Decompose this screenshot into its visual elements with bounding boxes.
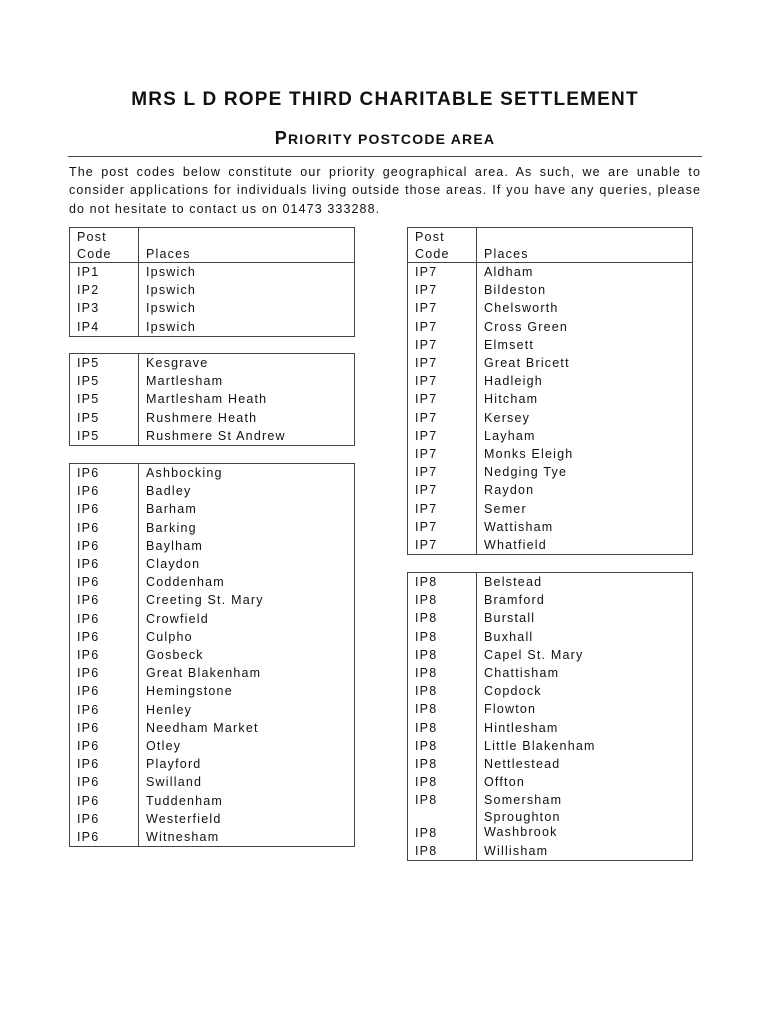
- place-line: Sproughton: [484, 809, 561, 824]
- postcode-cell: IP8: [408, 791, 477, 809]
- table-row: [70, 372, 355, 390]
- postcode-cell: IP4: [70, 318, 139, 337]
- table-row: [70, 500, 355, 518]
- postcode-cell: IP2: [70, 281, 139, 299]
- place-cell: Hadleigh: [484, 374, 543, 389]
- postcode-cell: IP6: [70, 737, 139, 755]
- header-places-label: Places: [484, 246, 529, 261]
- table-row: [408, 773, 693, 791]
- postcode-cell: IP6: [70, 682, 139, 700]
- header-post-label: Post: [77, 230, 107, 244]
- table-row: [70, 701, 355, 719]
- place-cell: Raydon: [484, 483, 535, 498]
- postcode-cell: IP8: [408, 609, 477, 627]
- postcode-cell: IP6: [70, 628, 139, 646]
- postcode-cell: IP7: [408, 409, 477, 427]
- place-cell: Copdock: [484, 684, 542, 699]
- postcode-cell: IP6: [70, 828, 139, 847]
- postcode-cell: IP5: [70, 390, 139, 408]
- place-cell: Little Blakenham: [484, 738, 596, 753]
- place-cell: Coddenham: [146, 575, 225, 590]
- place-cell: Barking: [146, 520, 197, 535]
- table-row: [70, 464, 355, 483]
- place-line: Washbrook: [484, 825, 558, 840]
- place-cell: Gosbeck: [146, 648, 204, 663]
- intro-paragraph: The post codes below constitute our priority geographical area. As such, we are unable to consider applications for individuals living outside those areas. If you have any queries, please do not hesitate to contact us on 01473 333288.: [69, 165, 701, 216]
- place-cell: Creeting St. Mary: [146, 593, 264, 608]
- place-cell: Kesgrave: [146, 356, 209, 370]
- place-cell: Rushmere Heath: [146, 410, 258, 425]
- table-row: [70, 263, 355, 282]
- table-row: [408, 445, 693, 463]
- postcode-cell: IP6: [70, 610, 139, 628]
- table-row: [70, 537, 355, 555]
- document-title: MRS L D ROPE THIRD CHARITABLE SETTLEMENT: [131, 89, 639, 110]
- place-cell: Ipswich: [146, 319, 197, 334]
- place-cell: Needham Market: [146, 720, 259, 735]
- table-row: [408, 281, 693, 299]
- table-row: [408, 318, 693, 336]
- place-cell: Burstall: [484, 611, 536, 626]
- postcode-cell: IP6: [70, 482, 139, 500]
- document-subtitle: [0, 128, 770, 149]
- postcode-cell: IP8: [408, 810, 477, 842]
- table-row: [408, 737, 693, 755]
- table-row: [408, 518, 693, 536]
- postcode-cell: IP7: [408, 445, 477, 463]
- place-cell: Ipswich: [146, 265, 197, 279]
- table-row: [408, 755, 693, 773]
- table-row: [70, 573, 355, 591]
- place-cell: Aldham: [484, 265, 534, 279]
- header-code-label: Code: [415, 246, 450, 261]
- table-row: [408, 500, 693, 518]
- table-row: [70, 318, 355, 337]
- postcode-cell: IP1: [70, 263, 139, 282]
- place-cell: Ipswich: [146, 301, 197, 316]
- postcode-cell: IP7: [408, 263, 477, 282]
- table-row: [408, 591, 693, 609]
- postcode-cell: IP8: [408, 755, 477, 773]
- table-row: [408, 700, 693, 718]
- table-row: [408, 463, 693, 481]
- table-row: [408, 609, 693, 627]
- header-post-code: [70, 228, 139, 263]
- table-row: [70, 281, 355, 299]
- postcode-cell: IP6: [70, 500, 139, 518]
- place-cell: Elmsett: [484, 337, 535, 352]
- postcode-cell: IP6: [70, 573, 139, 591]
- postcode-cell: IP7: [408, 390, 477, 408]
- postcode-cell: IP6: [70, 591, 139, 609]
- subtitle-initial: P: [274, 128, 288, 148]
- header-places: [477, 228, 693, 263]
- place-cell: Flowton: [484, 702, 537, 717]
- table-row: [408, 372, 693, 390]
- place-cell: Chattisham: [484, 666, 560, 681]
- postcode-table-ip8: [407, 572, 693, 861]
- table-row: [408, 390, 693, 408]
- postcode-cell: IP8: [408, 573, 477, 592]
- table-row: [408, 791, 693, 809]
- table-row: [70, 555, 355, 573]
- place-cell: Hintlesham: [484, 720, 559, 735]
- table-header-row: [408, 228, 693, 263]
- table-row: [70, 409, 355, 427]
- place-cell: Great Bricett: [484, 356, 570, 371]
- postcode-cell: IP5: [70, 354, 139, 373]
- postcode-cell: IP7: [408, 299, 477, 317]
- place-cell: Nettlestead: [484, 757, 561, 772]
- place-cell: Buxhall: [484, 629, 534, 644]
- table-row: [70, 610, 355, 628]
- table-row: [408, 573, 693, 592]
- place-cell: Henley: [146, 702, 193, 717]
- header-places: [139, 228, 355, 263]
- postcode-cell: IP7: [408, 481, 477, 499]
- postcode-cell: IP7: [408, 354, 477, 372]
- place-cell: Rushmere St Andrew: [146, 428, 286, 443]
- place-cell: Swilland: [146, 775, 203, 790]
- table-row: [70, 664, 355, 682]
- place-cell: Semer: [484, 501, 527, 516]
- place-cell: Playford: [146, 757, 202, 772]
- place-cell: Belstead: [484, 575, 543, 589]
- place-cell: Crowfield: [146, 611, 209, 626]
- place-cell: Bildeston: [484, 283, 547, 298]
- table-row: [70, 682, 355, 700]
- place-cell: Cross Green: [484, 319, 569, 334]
- place-cell: Great Blakenham: [146, 666, 262, 681]
- postcode-cell: IP6: [70, 664, 139, 682]
- postcode-cell: IP8: [408, 591, 477, 609]
- table-row: [70, 828, 355, 847]
- place-cell: Offton: [484, 775, 526, 790]
- table-row: [70, 427, 355, 446]
- table-row: [70, 628, 355, 646]
- place-cell: Capel St. Mary: [484, 647, 584, 662]
- table-row: [408, 427, 693, 445]
- place-cell: Culpho: [146, 629, 193, 644]
- header-code-label: Code: [77, 246, 112, 261]
- postcode-cell: IP6: [70, 464, 139, 483]
- table-row: [70, 755, 355, 773]
- postcode-cell: IP7: [408, 281, 477, 299]
- place-cell: Hemingstone: [146, 684, 233, 699]
- table-row: [70, 591, 355, 609]
- place-cell: Martlesham: [146, 374, 224, 389]
- place-cell: Willisham: [484, 843, 549, 858]
- postcode-cell: IP6: [70, 519, 139, 537]
- postcode-cell: IP7: [408, 318, 477, 336]
- header-places-label: Places: [146, 246, 191, 261]
- place-cell: Ashbocking: [146, 466, 223, 480]
- table-row: [408, 299, 693, 317]
- title-divider: [68, 156, 702, 157]
- place-cell: Tuddenham: [146, 793, 224, 808]
- place-cell: Layham: [484, 428, 536, 443]
- postcode-cell: IP7: [408, 518, 477, 536]
- table-row: [408, 409, 693, 427]
- table-row: [70, 719, 355, 737]
- table-row: [408, 628, 693, 646]
- postcode-cell: IP8: [408, 773, 477, 791]
- place-cell: Somersham: [484, 793, 563, 808]
- place-cell: [477, 810, 693, 842]
- place-cell: Monks Eleigh: [484, 447, 574, 462]
- place-cell: Wattisham: [484, 519, 554, 534]
- table-row: [70, 646, 355, 664]
- place-cell: Barham: [146, 502, 197, 517]
- postcode-cell: IP6: [70, 773, 139, 791]
- postcode-cell: IP8: [408, 682, 477, 700]
- place-cell: Chelsworth: [484, 301, 559, 316]
- postcode-cell: IP8: [408, 700, 477, 718]
- table-row: [408, 336, 693, 354]
- postcode-cell: IP7: [408, 372, 477, 390]
- postcode-cell: IP5: [70, 427, 139, 446]
- table-row: [70, 810, 355, 828]
- place-cell: Kersey: [484, 410, 531, 425]
- place-cell: Witnesham: [146, 830, 220, 845]
- table-row: [408, 664, 693, 682]
- table-row: [408, 682, 693, 700]
- table-row: [408, 481, 693, 499]
- table-row: [408, 719, 693, 737]
- table-row: [70, 299, 355, 317]
- postcode-cell: IP6: [70, 537, 139, 555]
- postcode-cell: IP7: [408, 336, 477, 354]
- table-row: [70, 354, 355, 373]
- place-cell: Bramford: [484, 593, 546, 608]
- place-cell: Martlesham Heath: [146, 392, 268, 407]
- postcode-cell: IP8: [408, 842, 477, 861]
- postcode-cell: IP5: [70, 372, 139, 390]
- place-cell: Badley: [146, 484, 192, 499]
- postcode-table-ip5: [69, 353, 355, 446]
- postcode-table-ip1-4: [69, 227, 355, 337]
- table-row: [408, 842, 693, 861]
- place-cell: Baylham: [146, 538, 204, 553]
- postcode-table-ip6: [69, 463, 355, 847]
- subtitle-rest: RIORITY POSTCODE AREA: [287, 131, 496, 147]
- table-row: [408, 810, 693, 842]
- place-cell: Claydon: [146, 557, 201, 572]
- table-row: [70, 390, 355, 408]
- postcode-cell: IP6: [70, 792, 139, 810]
- postcode-cell: IP6: [70, 701, 139, 719]
- postcode-cell: IP6: [70, 719, 139, 737]
- table-row: [70, 773, 355, 791]
- postcode-cell: IP5: [70, 409, 139, 427]
- postcode-cell: IP8: [408, 719, 477, 737]
- postcode-cell: IP6: [70, 755, 139, 773]
- table-row: [408, 646, 693, 664]
- place-cell: Westerfield: [146, 811, 222, 826]
- postcode-cell: IP8: [408, 664, 477, 682]
- table-header-row: [70, 228, 355, 263]
- postcode-cell: IP8: [408, 628, 477, 646]
- place-cell: Otley: [146, 739, 182, 754]
- header-post-code: [408, 228, 477, 263]
- postcode-cell: IP8: [408, 737, 477, 755]
- table-row: [70, 737, 355, 755]
- postcode-cell: IP3: [70, 299, 139, 317]
- postcode-cell: IP6: [70, 555, 139, 573]
- place-cell: Nedging Tye: [484, 465, 568, 480]
- table-row: [70, 519, 355, 537]
- table-row: [408, 536, 693, 555]
- place-cell: Whatfield: [484, 538, 547, 553]
- postcode-table-ip7: [407, 227, 693, 555]
- postcode-cell: IP7: [408, 500, 477, 518]
- table-row: [70, 482, 355, 500]
- postcode-cell: IP7: [408, 427, 477, 445]
- postcode-cell: IP7: [408, 463, 477, 481]
- postcode-cell: IP6: [70, 810, 139, 828]
- postcode-cell: IP6: [70, 646, 139, 664]
- table-row: [408, 354, 693, 372]
- place-cell: Hitcham: [484, 392, 539, 407]
- table-row: [408, 263, 693, 282]
- header-post-label: Post: [415, 230, 445, 244]
- postcode-cell: IP7: [408, 536, 477, 555]
- table-row: [70, 792, 355, 810]
- place-cell: Ipswich: [146, 283, 197, 298]
- postcode-cell: IP8: [408, 646, 477, 664]
